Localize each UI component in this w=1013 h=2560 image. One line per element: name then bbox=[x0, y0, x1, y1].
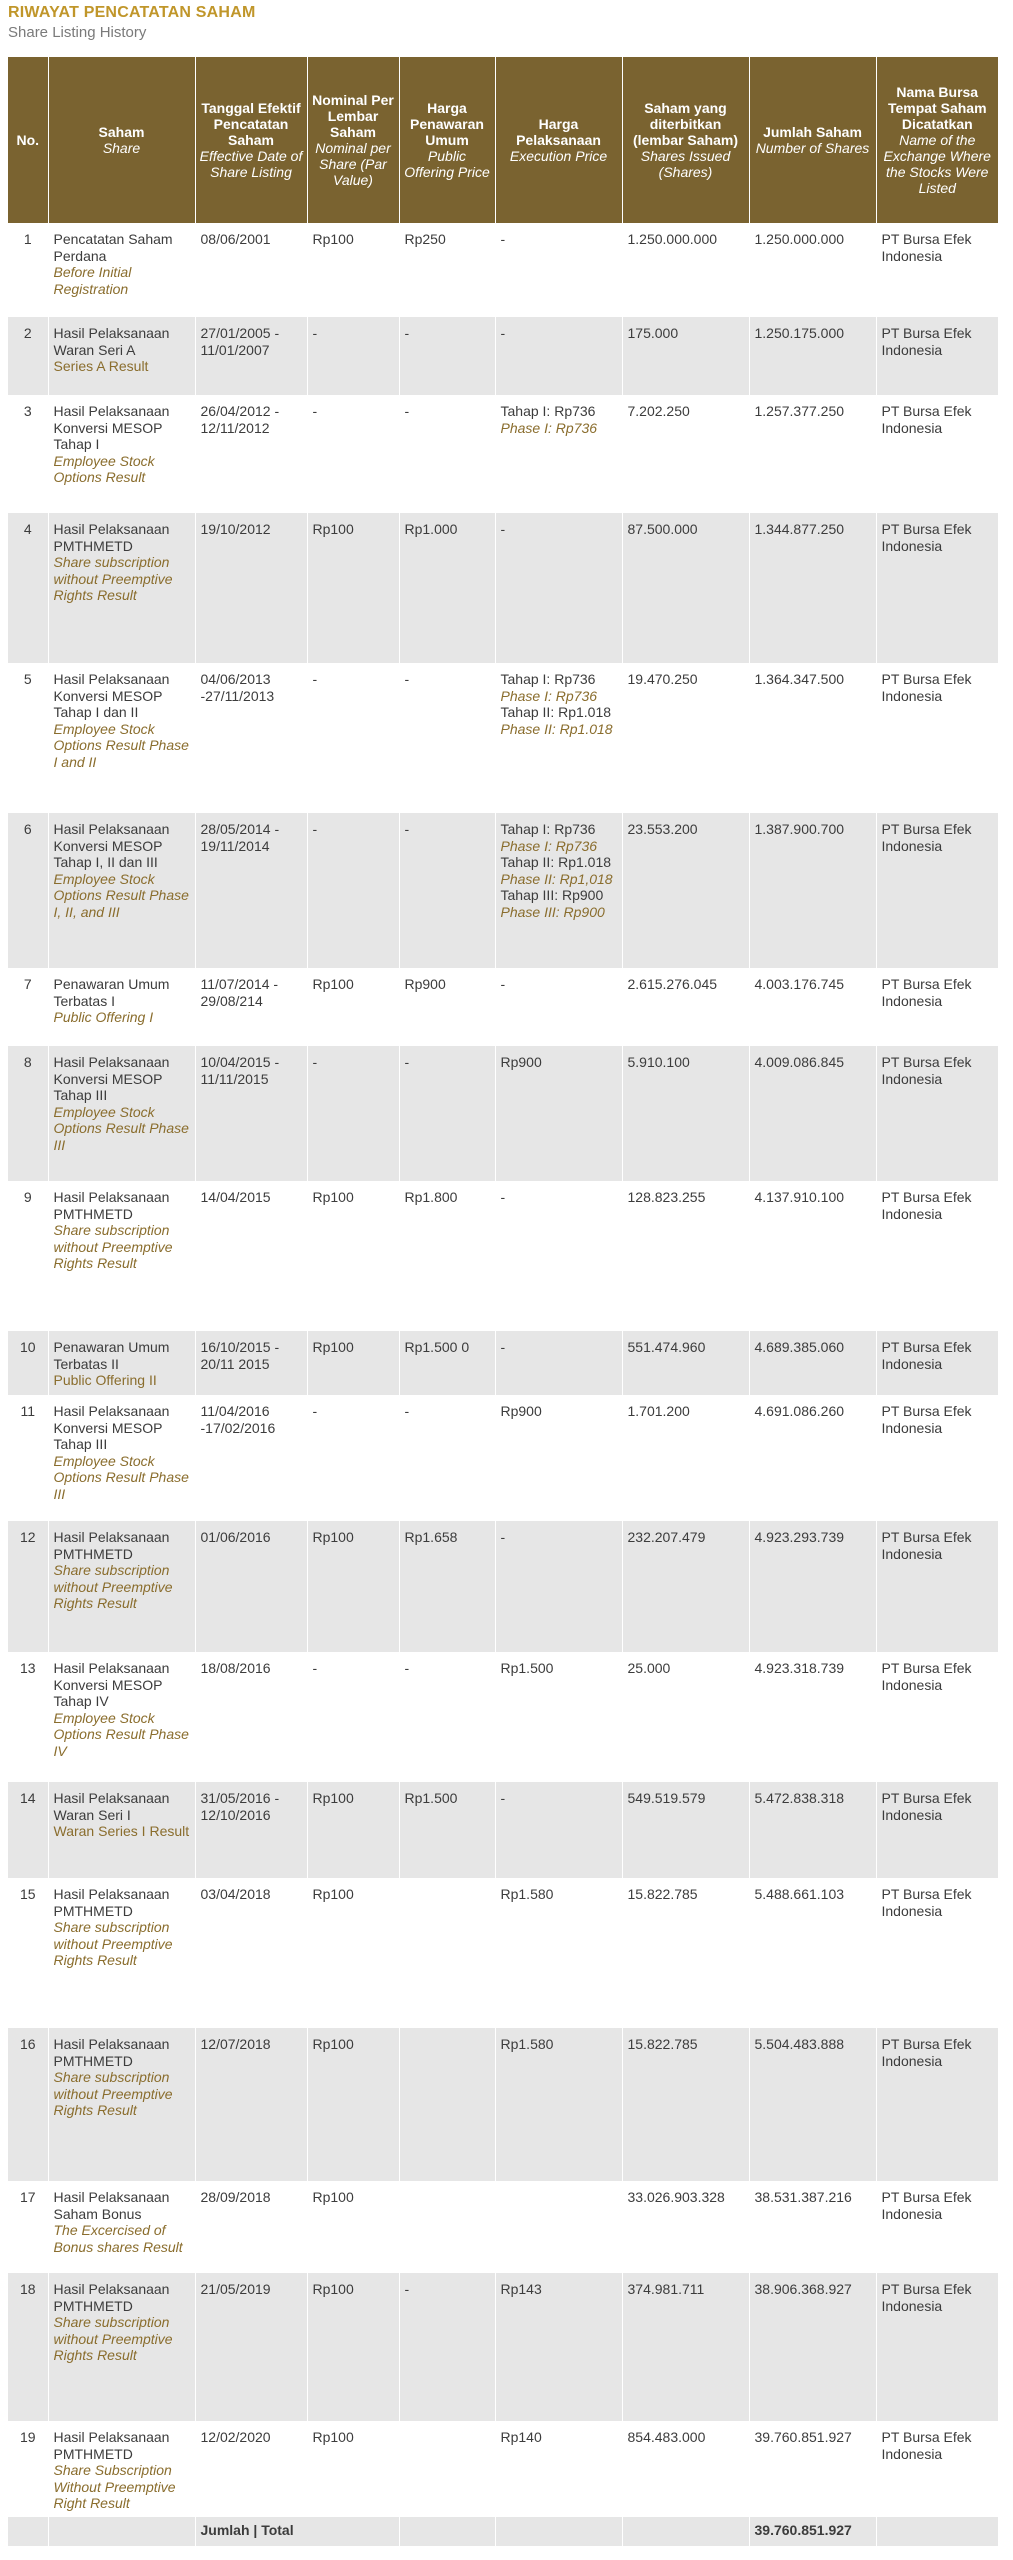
column-header bbox=[307, 57, 399, 223]
column-header bbox=[399, 57, 495, 223]
share-name-id: Hasil Pelaksanaan Konversi MESOP Tahap III bbox=[53, 1054, 170, 1104]
share-cell bbox=[48, 395, 195, 513]
column-header-en: Name of the Exchange Where the Stocks Were Listed bbox=[883, 132, 991, 196]
share-cell bbox=[48, 2028, 195, 2181]
execution-price bbox=[495, 2181, 622, 2273]
exchange-name: PT Bursa Efek Indonesia bbox=[876, 2421, 998, 2517]
row-number: 16 bbox=[8, 2028, 48, 2181]
nominal-value: - bbox=[307, 1395, 399, 1521]
column-header-en: Shares Issued (Shares) bbox=[640, 148, 731, 180]
offering-price bbox=[399, 1878, 495, 2028]
column-header bbox=[495, 57, 622, 223]
share-name-id: Hasil Pelaksanaan Waran Seri I bbox=[53, 1790, 170, 1823]
share-cell bbox=[48, 1652, 195, 1782]
column-header-en: Nominal per Share (Par Value) bbox=[315, 140, 391, 188]
share-name-en: Before Initial Registration bbox=[53, 264, 132, 297]
column-header-en: Execution Price bbox=[509, 148, 608, 164]
column-header-en: Effective Date of Share Listing bbox=[199, 148, 303, 180]
listing-date: 01/06/2016 bbox=[195, 1521, 307, 1652]
row-number: 18 bbox=[8, 2273, 48, 2421]
share-name-id: Hasil Pelaksanaan Konversi MESOP Tahap I dan II bbox=[53, 671, 170, 721]
number-of-shares: 4.009.086.845 bbox=[749, 1046, 876, 1181]
shares-issued: 2.615.276.045 bbox=[622, 968, 749, 1046]
nominal-value: Rp100 bbox=[307, 2181, 399, 2273]
execution-price-id: Rp900 bbox=[500, 1403, 542, 1419]
execution-price-en: Phase II: Rp1,018 bbox=[500, 870, 613, 887]
offering-price: Rp250 bbox=[399, 223, 495, 317]
nominal-value: - bbox=[307, 395, 399, 513]
listing-date: 28/05/2014 - 19/11/2014 bbox=[195, 813, 307, 968]
share-cell bbox=[48, 223, 195, 317]
listing-date: 21/05/2019 bbox=[195, 2273, 307, 2421]
share-name-id: Hasil Pelaksanaan Konversi MESOP Tahap IV bbox=[53, 1660, 170, 1710]
execution-price bbox=[495, 395, 622, 513]
execution-price-id: Tahap III: Rp900 bbox=[500, 887, 604, 904]
execution-price bbox=[495, 223, 622, 317]
offering-price: Rp1.658 bbox=[399, 1521, 495, 1652]
execution-price bbox=[495, 1652, 622, 1782]
share-name-en: Employee Stock Options Result bbox=[53, 452, 155, 486]
share-cell bbox=[48, 968, 195, 1046]
exchange-name: PT Bursa Efek Indonesia bbox=[876, 1652, 998, 1782]
listing-date: 12/02/2020 bbox=[195, 2421, 307, 2517]
nominal-value: Rp100 bbox=[307, 2421, 399, 2517]
column-header-id: Jumlah Saham bbox=[763, 124, 862, 140]
row-number: 12 bbox=[8, 1521, 48, 1652]
column-header-id: Saham yang diterbitkan (lembar Saham) bbox=[632, 100, 739, 148]
execution-price-en: Phase II: Rp1.018 bbox=[500, 720, 613, 737]
table-row bbox=[8, 2181, 998, 2273]
share-name-en: Employee Stock Options Result Phase III bbox=[53, 1452, 189, 1502]
listing-date: 11/04/2016 -17/02/2016 bbox=[195, 1395, 307, 1521]
offering-price: - bbox=[399, 1652, 495, 1782]
number-of-shares: 1.250.000.000 bbox=[749, 223, 876, 317]
exchange-name: PT Bursa Efek Indonesia bbox=[876, 1395, 998, 1521]
share-name-en: Share Subscription Without Preemptive Right Result bbox=[53, 2462, 176, 2512]
shares-issued: 23.553.200 bbox=[622, 813, 749, 968]
execution-price bbox=[495, 317, 622, 395]
number-of-shares: 4.137.910.100 bbox=[749, 1181, 876, 1331]
exchange-name: PT Bursa Efek Indonesia bbox=[876, 1521, 998, 1652]
share-name-id: Hasil Pelaksanaan PMTHMETD bbox=[53, 1189, 170, 1222]
share-name-id: Hasil Pelaksanaan PMTHMETD bbox=[53, 2281, 170, 2314]
exchange-name: PT Bursa Efek Indonesia bbox=[876, 2181, 998, 2273]
number-of-shares: 4.923.293.739 bbox=[749, 1521, 876, 1652]
share-cell bbox=[48, 2181, 195, 2273]
share-name-en: Public Offering II bbox=[53, 1372, 157, 1389]
share-cell bbox=[48, 2421, 195, 2517]
execution-price-id: Tahap II: Rp1.018 bbox=[500, 704, 612, 721]
row-number: 11 bbox=[20, 1403, 36, 1419]
table-header bbox=[8, 57, 998, 223]
column-header-en: Number of Shares bbox=[755, 140, 870, 156]
execution-price-id: Rp1.580 bbox=[500, 2036, 554, 2052]
column-header bbox=[195, 57, 307, 223]
offering-price bbox=[399, 2421, 495, 2517]
listing-date: 16/10/2015 - 20/11 2015 bbox=[195, 1331, 307, 1395]
row-number: 2 bbox=[8, 317, 48, 395]
share-name-id: Hasil Pelaksanaan Saham Bonus bbox=[53, 2189, 170, 2222]
listing-date: 19/10/2012 bbox=[195, 513, 307, 663]
execution-price bbox=[495, 813, 622, 968]
execution-price bbox=[495, 1331, 622, 1395]
share-name-en: Employee Stock Options Result Phase I and II bbox=[53, 720, 189, 770]
share-name-id: Hasil Pelaksanaan Konversi MESOP Tahap I bbox=[53, 403, 170, 453]
number-of-shares: 38.906.368.927 bbox=[749, 2273, 876, 2421]
share-cell bbox=[48, 317, 195, 395]
column-header-id: Harga Pelaksanaan bbox=[516, 116, 601, 148]
header-row bbox=[8, 57, 998, 223]
share-name-en: Waran Series I Result bbox=[53, 1823, 190, 1840]
row-number: 15 bbox=[19, 1886, 36, 1902]
table-row bbox=[8, 223, 998, 317]
table-row bbox=[8, 317, 998, 395]
shares-issued: 551.474.960 bbox=[622, 1331, 749, 1395]
number-of-shares: 38.531.387.216 bbox=[749, 2181, 876, 2273]
number-of-shares: 4.689.385.060 bbox=[749, 1331, 876, 1395]
listing-date: 08/06/2001 bbox=[195, 223, 307, 317]
shares-issued: 1.701.200 bbox=[622, 1395, 749, 1521]
table-row bbox=[8, 968, 998, 1046]
exchange-name: PT Bursa Efek Indonesia bbox=[876, 317, 998, 395]
exchange-name: PT Bursa Efek Indonesia bbox=[876, 1782, 998, 1878]
execution-price bbox=[495, 1046, 622, 1181]
execution-price-en: Phase I: Rp736 bbox=[500, 687, 598, 704]
execution-price-id: - bbox=[500, 976, 506, 992]
execution-price-id: - bbox=[500, 1790, 506, 1806]
table-row bbox=[8, 513, 998, 663]
row-number: 4 bbox=[8, 513, 48, 663]
column-header-en: Public Offering Price bbox=[404, 148, 490, 180]
share-name-id: Penawaran Umum Terbatas I bbox=[53, 976, 170, 1009]
nominal-value: - bbox=[307, 1046, 399, 1181]
nominal-value: Rp100 bbox=[307, 1181, 399, 1331]
row-number: 3 bbox=[23, 403, 32, 419]
table-row bbox=[8, 1521, 998, 1652]
exchange-name: PT Bursa Efek Indonesia bbox=[876, 1331, 998, 1395]
offering-price: - bbox=[399, 1395, 495, 1521]
row-number: 17 bbox=[19, 2189, 36, 2205]
listing-date: 03/04/2018 bbox=[195, 1878, 307, 2028]
listing-date: 04/06/2013 -27/11/2013 bbox=[195, 663, 307, 813]
share-cell bbox=[48, 513, 195, 663]
nominal-value: Rp100 bbox=[307, 1782, 399, 1878]
execution-price-id: Tahap I: Rp736 bbox=[500, 821, 596, 837]
table-body bbox=[8, 223, 998, 2517]
share-name-id: Hasil Pelaksanaan PMTHMETD bbox=[53, 1886, 170, 1919]
exchange-name: PT Bursa Efek Indonesia bbox=[876, 2028, 998, 2181]
row-number: 19 bbox=[19, 2429, 36, 2445]
number-of-shares: 4.003.176.745 bbox=[749, 968, 876, 1046]
share-listing-table bbox=[8, 57, 998, 2546]
share-name-id: Hasil Pelaksanaan PMTHMETD bbox=[53, 1529, 170, 1562]
row-number: 5 bbox=[23, 671, 32, 687]
row-number: 6 bbox=[8, 813, 48, 968]
nominal-value: - bbox=[307, 813, 399, 968]
share-name-en: Employee Stock Options Result Phase I, II, and III bbox=[53, 870, 189, 920]
offering-price: - bbox=[399, 1046, 495, 1181]
execution-price-id: - bbox=[500, 521, 506, 537]
number-of-shares: 5.504.483.888 bbox=[749, 2028, 876, 2181]
offering-price: Rp1.500 bbox=[399, 1782, 495, 1878]
execution-price bbox=[495, 1782, 622, 1878]
share-name-id: Penawaran Umum Terbatas II bbox=[53, 1339, 170, 1372]
execution-price-id: Rp900 bbox=[500, 1054, 542, 1070]
total-row bbox=[8, 2517, 998, 2546]
column-header-id: Saham bbox=[98, 124, 145, 140]
column-header bbox=[749, 57, 876, 223]
table-row bbox=[8, 813, 998, 968]
total-value: 39.760.851.927 bbox=[749, 2517, 876, 2546]
exchange-name: PT Bursa Efek Indonesia bbox=[876, 1181, 998, 1331]
execution-price-id: Rp143 bbox=[500, 2281, 542, 2297]
exchange-name: PT Bursa Efek Indonesia bbox=[876, 1046, 998, 1181]
share-name-en: Employee Stock Options Result Phase IV bbox=[53, 1709, 189, 1759]
execution-price bbox=[495, 1181, 622, 1331]
shares-issued: 854.483.000 bbox=[622, 2421, 749, 2517]
shares-issued: 15.822.785 bbox=[622, 1878, 749, 2028]
number-of-shares: 4.923.318.739 bbox=[749, 1652, 876, 1782]
share-name-id: Hasil Pelaksanaan PMTHMETD bbox=[53, 2429, 170, 2462]
row-number: 9 bbox=[23, 1189, 32, 1205]
number-of-shares: 5.488.661.103 bbox=[749, 1878, 876, 2028]
execution-price bbox=[495, 2421, 622, 2517]
execution-price-id: Tahap I: Rp736 bbox=[500, 403, 596, 419]
offering-price bbox=[399, 2028, 495, 2181]
table-row bbox=[8, 1878, 998, 2028]
page-title: RIWAYAT PENCATATAN SAHAM bbox=[8, 4, 256, 21]
table-footer bbox=[8, 2517, 998, 2546]
execution-price-id: - bbox=[500, 1339, 506, 1355]
shares-issued: 87.500.000 bbox=[622, 513, 749, 663]
table-row bbox=[8, 1181, 998, 1331]
share-cell bbox=[48, 1046, 195, 1181]
exchange-name: PT Bursa Efek Indonesia bbox=[876, 513, 998, 663]
share-name-id: Hasil Pelaksanaan PMTHMETD bbox=[53, 521, 170, 554]
shares-issued: 7.202.250 bbox=[622, 395, 749, 513]
execution-price-id: Rp1.580 bbox=[500, 1886, 554, 1902]
table-row bbox=[8, 1395, 998, 1521]
nominal-value: Rp100 bbox=[307, 1878, 399, 2028]
column-header bbox=[48, 57, 195, 223]
execution-price bbox=[495, 968, 622, 1046]
table-row bbox=[8, 1046, 998, 1181]
column-header bbox=[8, 57, 48, 223]
nominal-value: Rp100 bbox=[307, 968, 399, 1046]
offering-price: Rp900 bbox=[399, 968, 495, 1046]
table-row bbox=[8, 1782, 998, 1878]
exchange-name: PT Bursa Efek Indonesia bbox=[876, 663, 998, 813]
column-header bbox=[876, 57, 998, 223]
column-header-id: Tanggal Efektif Pencatatan Saham bbox=[201, 100, 301, 148]
offering-price: - bbox=[399, 813, 495, 968]
offering-price: - bbox=[399, 663, 495, 813]
execution-price bbox=[495, 663, 622, 813]
offering-price: - bbox=[399, 2273, 495, 2421]
listing-date: 14/04/2015 bbox=[195, 1181, 307, 1331]
shares-issued: 5.910.100 bbox=[622, 1046, 749, 1181]
execution-price-id: - bbox=[500, 1529, 506, 1545]
share-name-id: Hasil Pelaksanaan Konversi MESOP Tahap III bbox=[53, 1403, 170, 1453]
number-of-shares: 1.344.877.250 bbox=[749, 513, 876, 663]
exchange-name: PT Bursa Efek Indonesia bbox=[876, 968, 998, 1046]
share-name-en: Share subscription without Preemptive Rights Result bbox=[53, 2314, 173, 2364]
nominal-value: Rp100 bbox=[307, 513, 399, 663]
exchange-name: PT Bursa Efek Indonesia bbox=[876, 223, 998, 317]
row-number: 1 bbox=[23, 231, 32, 247]
share-name-en: Public Offering I bbox=[53, 1009, 154, 1026]
execution-price bbox=[495, 513, 622, 663]
listing-date: 27/01/2005 - 11/01/2007 bbox=[195, 317, 307, 395]
exchange-name: PT Bursa Efek Indonesia bbox=[876, 395, 998, 513]
shares-issued: 128.823.255 bbox=[622, 1181, 749, 1331]
table-row bbox=[8, 1652, 998, 1782]
share-cell bbox=[48, 2273, 195, 2421]
shares-issued: 1.250.000.000 bbox=[622, 223, 749, 317]
execution-price-id: Rp1.500 bbox=[500, 1660, 554, 1676]
number-of-shares: 1.250.175.000 bbox=[749, 317, 876, 395]
column-header-id: Nama Bursa Tempat Saham Dicatatkan bbox=[887, 84, 987, 132]
share-name-en: Share subscription without Preemptive Rights Result bbox=[53, 1562, 173, 1612]
execution-price bbox=[495, 1878, 622, 2028]
total-label: Jumlah | Total bbox=[195, 2517, 399, 2546]
table-row bbox=[8, 663, 998, 813]
offering-price: Rp1.000 bbox=[399, 513, 495, 663]
column-header-id: No. bbox=[16, 132, 40, 148]
execution-price-id: Tahap I: Rp736 bbox=[500, 671, 596, 687]
share-name-id: Pencatatan Saham Perdana bbox=[53, 231, 173, 264]
row-number: 14 bbox=[8, 1782, 48, 1878]
offering-price: - bbox=[399, 317, 495, 395]
execution-price bbox=[495, 1395, 622, 1521]
execution-price-id: Tahap II: Rp1.018 bbox=[500, 854, 612, 871]
nominal-value: - bbox=[307, 317, 399, 395]
listing-date: 10/04/2015 - 11/11/2015 bbox=[195, 1046, 307, 1181]
table-row bbox=[8, 1331, 998, 1395]
share-cell bbox=[48, 1395, 195, 1521]
nominal-value: Rp100 bbox=[307, 2028, 399, 2181]
share-name-id: Hasil Pelaksanaan PMTHMETD bbox=[53, 2036, 170, 2069]
shares-issued: 175.000 bbox=[622, 317, 749, 395]
share-name-en: Series A Result bbox=[53, 358, 149, 375]
table-row bbox=[8, 2028, 998, 2181]
shares-issued: 25.000 bbox=[622, 1652, 749, 1782]
listing-date: 11/07/2014 - 29/08/214 bbox=[195, 968, 307, 1046]
execution-price-en: Phase III: Rp900 bbox=[500, 903, 605, 920]
number-of-shares: 39.760.851.927 bbox=[749, 2421, 876, 2517]
column-header-id: Nominal Per Lembar Saham bbox=[312, 92, 394, 140]
listing-date: 28/09/2018 bbox=[195, 2181, 307, 2273]
share-cell bbox=[48, 813, 195, 968]
execution-price-id: Rp140 bbox=[500, 2429, 542, 2445]
share-name-id: Hasil Pelaksanaan Konversi MESOP Tahap I, II dan III bbox=[53, 821, 170, 871]
execution-price-id: - bbox=[500, 325, 506, 341]
nominal-value: Rp100 bbox=[307, 2273, 399, 2421]
number-of-shares: 1.364.347.500 bbox=[749, 663, 876, 813]
row-number: 7 bbox=[23, 976, 32, 992]
share-name-en: Share subscription without Preemptive Rights Result bbox=[53, 554, 173, 604]
share-name-en: Share subscription without Preemptive Rights Result bbox=[53, 1222, 173, 1272]
share-name-en: Employee Stock Options Result Phase III bbox=[53, 1103, 189, 1153]
offering-price: Rp1.500 0 bbox=[399, 1331, 495, 1395]
share-name-en: Share subscription without Preemptive Rights Result bbox=[53, 2069, 173, 2119]
exchange-name: PT Bursa Efek Indonesia bbox=[876, 1878, 998, 2028]
share-cell bbox=[48, 1521, 195, 1652]
row-number: 13 bbox=[19, 1660, 36, 1676]
shares-issued: 15.822.785 bbox=[622, 2028, 749, 2181]
nominal-value: Rp100 bbox=[307, 1331, 399, 1395]
execution-price-en: Phase I: Rp736 bbox=[500, 837, 598, 854]
page-subtitle: Share Listing History bbox=[8, 24, 147, 41]
number-of-shares: 1.257.377.250 bbox=[749, 395, 876, 513]
share-cell bbox=[48, 1782, 195, 1878]
nominal-value: - bbox=[307, 1652, 399, 1782]
number-of-shares: 4.691.086.260 bbox=[749, 1395, 876, 1521]
shares-issued: 19.470.250 bbox=[622, 663, 749, 813]
execution-price bbox=[495, 2273, 622, 2421]
nominal-value: - bbox=[307, 663, 399, 813]
share-name-id: Hasil Pelaksanaan Waran Seri A bbox=[53, 325, 170, 358]
shares-issued: 549.519.579 bbox=[622, 1782, 749, 1878]
offering-price: Rp1.800 bbox=[399, 1181, 495, 1331]
table-row bbox=[8, 2421, 998, 2517]
exchange-name: PT Bursa Efek Indonesia bbox=[876, 813, 998, 968]
listing-date: 12/07/2018 bbox=[195, 2028, 307, 2181]
share-cell bbox=[48, 1181, 195, 1331]
row-number: 10 bbox=[8, 1331, 48, 1395]
execution-price-id: - bbox=[500, 231, 506, 247]
table-row bbox=[8, 2273, 998, 2421]
share-cell bbox=[48, 1331, 195, 1395]
listing-date: 26/04/2012 - 12/11/2012 bbox=[195, 395, 307, 513]
table-row bbox=[8, 395, 998, 513]
row-number: 8 bbox=[8, 1046, 48, 1181]
number-of-shares: 5.472.838.318 bbox=[749, 1782, 876, 1878]
offering-price: - bbox=[399, 395, 495, 513]
share-cell bbox=[48, 1878, 195, 2028]
share-name-en: Share subscription without Preemptive Rights Result bbox=[53, 1919, 173, 1969]
column-header-en: Share bbox=[102, 140, 141, 156]
shares-issued: 374.981.711 bbox=[622, 2273, 749, 2421]
listing-date: 18/08/2016 bbox=[195, 1652, 307, 1782]
share-cell bbox=[48, 663, 195, 813]
execution-price bbox=[495, 2028, 622, 2181]
nominal-value: Rp100 bbox=[307, 223, 399, 317]
shares-issued: 232.207.479 bbox=[622, 1521, 749, 1652]
exchange-name: PT Bursa Efek Indonesia bbox=[876, 2273, 998, 2421]
offering-price bbox=[399, 2181, 495, 2273]
number-of-shares: 1.387.900.700 bbox=[749, 813, 876, 968]
nominal-value: Rp100 bbox=[307, 1521, 399, 1652]
listing-date: 31/05/2016 - 12/10/2016 bbox=[195, 1782, 307, 1878]
execution-price-en: Phase I: Rp736 bbox=[500, 419, 598, 436]
execution-price bbox=[495, 1521, 622, 1652]
shares-issued: 33.026.903.328 bbox=[622, 2181, 749, 2273]
column-header-id: Harga Penawaran Umum bbox=[410, 100, 484, 148]
share-name-en: The Excercised of Bonus shares Result bbox=[53, 2222, 183, 2255]
execution-price-id: - bbox=[500, 1189, 506, 1205]
column-header bbox=[622, 57, 749, 223]
